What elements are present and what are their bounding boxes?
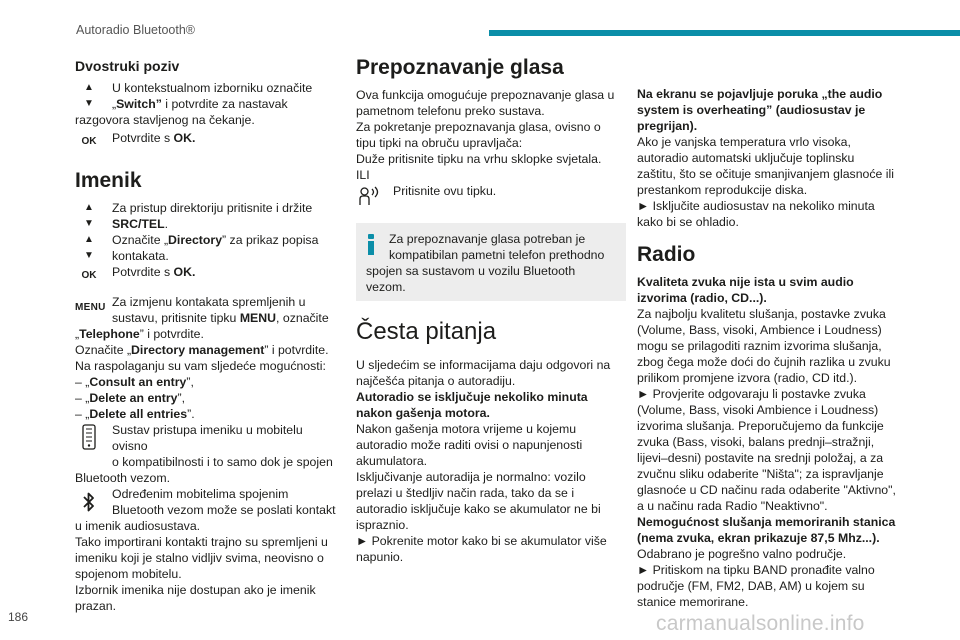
header-accent-bar bbox=[489, 30, 960, 36]
switch-instruction: ▲ ▼ U kontekstualnom izborniku označite „Switch” i potvrdite za nastavak bbox=[75, 80, 340, 112]
option-consult: – „Consult an entry”, bbox=[75, 375, 194, 389]
menu-row: MENU Za izmjenu kontakata spremljenih u sustavu, pritisnite tipku MENU, označite bbox=[75, 295, 329, 325]
directory-access-row: ▲ ▼ Za pristup direktoriju pritisnite i držite SRC/TEL. bbox=[75, 200, 340, 232]
menu-icon: MENU bbox=[75, 302, 106, 313]
info-note: Za prepoznavanje glasa potreban je kompatibilan pametni telefon prethodno spojen sa sustavom u vozilu Bluetooth vezom. bbox=[356, 223, 626, 301]
directory-ok-row: OK Potvrdite s OK. bbox=[75, 264, 340, 294]
heading-cesta-pitanja: Česta pitanja bbox=[356, 318, 497, 345]
watermark: carmanualsonline.info bbox=[656, 612, 865, 635]
heading-imenik: Imenik bbox=[75, 169, 142, 192]
heading-radio: Radio bbox=[637, 243, 696, 266]
option-delete-all: – „Delete all entries”. bbox=[75, 407, 195, 421]
header-title: Autoradio Bluetooth® bbox=[76, 23, 196, 37]
voice-command-icon bbox=[356, 185, 380, 213]
info-icon bbox=[368, 234, 374, 256]
column-3: Na ekranu se pojavljuje poruka „the audio system is overheating” (audiosustav je pregrijan). Ako je vanjska temperatura vrlo visoka, autoradio automatski uključuje toplinsku zaštitu, što se očituje smanjivanjem glasnoće ili prestankom reprodukcije diska. ► Isključite audiosustav na nekoliko minuta kako bi se ohladio. Radio Kvaliteta zvuka nije ista u svim audio izvorima (radio, CD...). Za najbolju kvalitetu slušanja, postavke zvuka (Volume, Bass, visoki, Ambience i Loudness) mogu se prilagoditi raznim izvorima slušanja, zbog čega može doći do čujnih razlika u zvuku prilikom promjene izvora (radio, CD itd.). ► Provjerite odgovaraju li postavke zvuka (Volume, Bass, visoki Ambience i Loudness) izvorima slušanja. Preporučujemo da funkcije zvuka (Bass, visoki, balans prednji–stražnji, lijevi–desni) postavite na srednji položaj, a za zvučnu sliku odaberite "Ništa"; za ispravljanje glasnoće u CD načinu rada odaberite "Aktivno", a u načinu rada Radio "Neaktivno". Nemogućnost slušanja memoriranih stanica (nema zvuka, ekran prikazuje 87,5 Mhz...). Odabrano je pogrešno valno područje. ► Pritiskom na tipku BAND pronađite valno područje (FM, FM2, DAB, AM) u kojem su stanice memorirane. bbox=[637, 86, 909, 610]
column-1: Dvostruki poziv ▲ ▼ U kontekstualnom izborniku označite „Switch” i potvrdite za nastavak razgovora stavljenog na čekanje. OK Potvrdite s OK. Imenik ▲ ▼ Za pristup direktoriju pritisnite i držite SRC/TEL. ▲ ▼ Označite „Directory” za prikaz popisa kontakata. OK Potvrdite s OK. MENU Za izmjenu kontakata spremljenih u sustavu, pritisnite tipku MENU, označite „Telephone” i potvrdite. Označite „Directory management” i potvrdite. Na raspolaganju su vam sljedeće mogućnosti: – „Consult an entry”, – „Delete an entry”, – „Delete all entries”. Sustav pristupa imeniku u mobitelu ovisno o kompatibilnosti i to samo dok je spojen Bluetooth vezom. Određenim mobitelima spojenim Bluetooth vezom može se poslati kontakt u imenik audiosustava. Tako importirani kontakti trajno su spremljeni u imeniku koji je stalno vidljiv svima, neovisno o spojenom mobitelu. Izbornik imenika nije dostupan ako je imenik prazan. bbox=[75, 55, 340, 614]
heading-dvostruki-poziv: Dvostruki poziv bbox=[75, 58, 180, 74]
up-down-arrows-icon: ▲ ▼ bbox=[84, 234, 94, 261]
ok-icon: OK bbox=[81, 270, 97, 281]
up-down-arrows-icon: ▲ ▼ bbox=[84, 202, 94, 229]
switch-instruction-cont: razgovora stavljenog na čekanje. bbox=[75, 113, 255, 127]
up-down-arrows-icon: ▲ ▼ bbox=[84, 82, 94, 109]
column-2: Prepoznavanje glasa Ova funkcija omogućuje prepoznavanje glasa u pametnom telefonu preko sustava. Za pokretanje prepoznavanja glasa, ovisno o tipu tipki na obruču upravljača: Duže pritisnite tipku na vrhu sklopke svjetala. ILI Pritisnite ovu tipku. Za prepoznavanje glasa potreban je kompatibilan pametni telefon prethodno spojen sa sustavom u vozilu Bluetooth vezom. Česta pitanja U sljedećim se informacijama daju odgovori na najčešća pitanja o autoradiju. Autoradio se isključuje nekoliko minuta nakon gašenja motora. Nakon gašenja motora vrijeme u kojemu autoradio može raditi ovisi o napunjenosti akumulatora. Isključivanje autoradija je normalno: vozilo prelazi u štedljiv način rada, tako da se i autoradio isključuje kako se akumulator ne bi ispraznio. ► Pokrenite motor kako bi se akumulator više napunio. bbox=[356, 55, 626, 565]
confirm-ok-row: OK Potvrdite s OK. bbox=[75, 130, 340, 146]
directory-select-row: ▲ ▼ Označite „Directory” za prikaz popisa kontakata. bbox=[75, 232, 340, 264]
phone-note-row: Sustav pristupa imeniku u mobitelu ovisno o kompatibilnosti i to samo dok je spojen bbox=[75, 422, 340, 470]
voice-button-row: Pritisnite ovu tipku. bbox=[356, 183, 626, 213]
bluetooth-note-row: Određenim mobitelima spojenim Bluetooth vezom može se poslati kontakt bbox=[75, 486, 340, 518]
page-number: 186 bbox=[8, 610, 29, 624]
option-delete: – „Delete an entry”, bbox=[75, 391, 186, 405]
ok-icon: OK bbox=[81, 136, 97, 147]
smartphone-icon bbox=[77, 424, 101, 456]
heading-prepoznavanje-glasa: Prepoznavanje glasa bbox=[356, 56, 564, 79]
bluetooth-icon bbox=[77, 490, 101, 520]
